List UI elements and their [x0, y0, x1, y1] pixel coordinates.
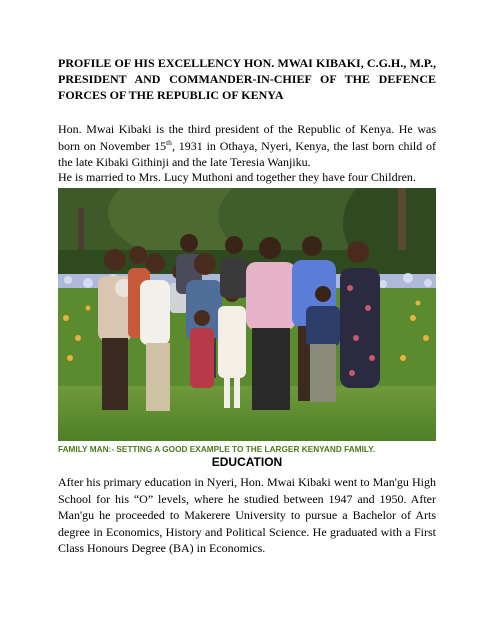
education-heading: EDUCATION [211, 455, 283, 469]
education-paragraph: After his primary education in Nyeri, Hon. Mwai Kibaki went to Man'gu High School for his “O” levels, where he studied between 1947 and 1950. After Man'gu he proceeded to Makerere University to pursue a Bachelor of Arts degree in Economics, History and Political Science. He graduated with a First Class Honours Degree (BA) in Economics. [58, 475, 436, 555]
intro-text-start: Hon. Mwai Kibaki is the third president of the Republic of Kenya. He was born on November 15 [58, 122, 436, 153]
family-paragraph: He is married to Mrs. Lucy Muthoni and together they have four Children. [58, 170, 416, 184]
family-photo [58, 188, 436, 441]
intro-text-end: , 1931 in Othaya, Nyeri, Kenya, the last born child of the late Kibaki Githinji and the late Teresia Wanjiku. [58, 138, 436, 169]
photo-caption: FAMILY MAN:- SETTING A GOOD EXAMPLE TO THE LARGER KENYAND FAMILY. [58, 445, 376, 454]
profile-heading: PROFILE OF HIS EXCELLENCY HON. MWAI KIBAKI, C.G.H., M.P., PRESIDENT AND COMMANDER-IN-CHIEF OF THE DEFENCE FORCES OF THE REPUBLIC OF KENYA [58, 56, 436, 102]
intro-paragraph [58, 121, 436, 171]
intro-superscript: th [166, 137, 172, 147]
